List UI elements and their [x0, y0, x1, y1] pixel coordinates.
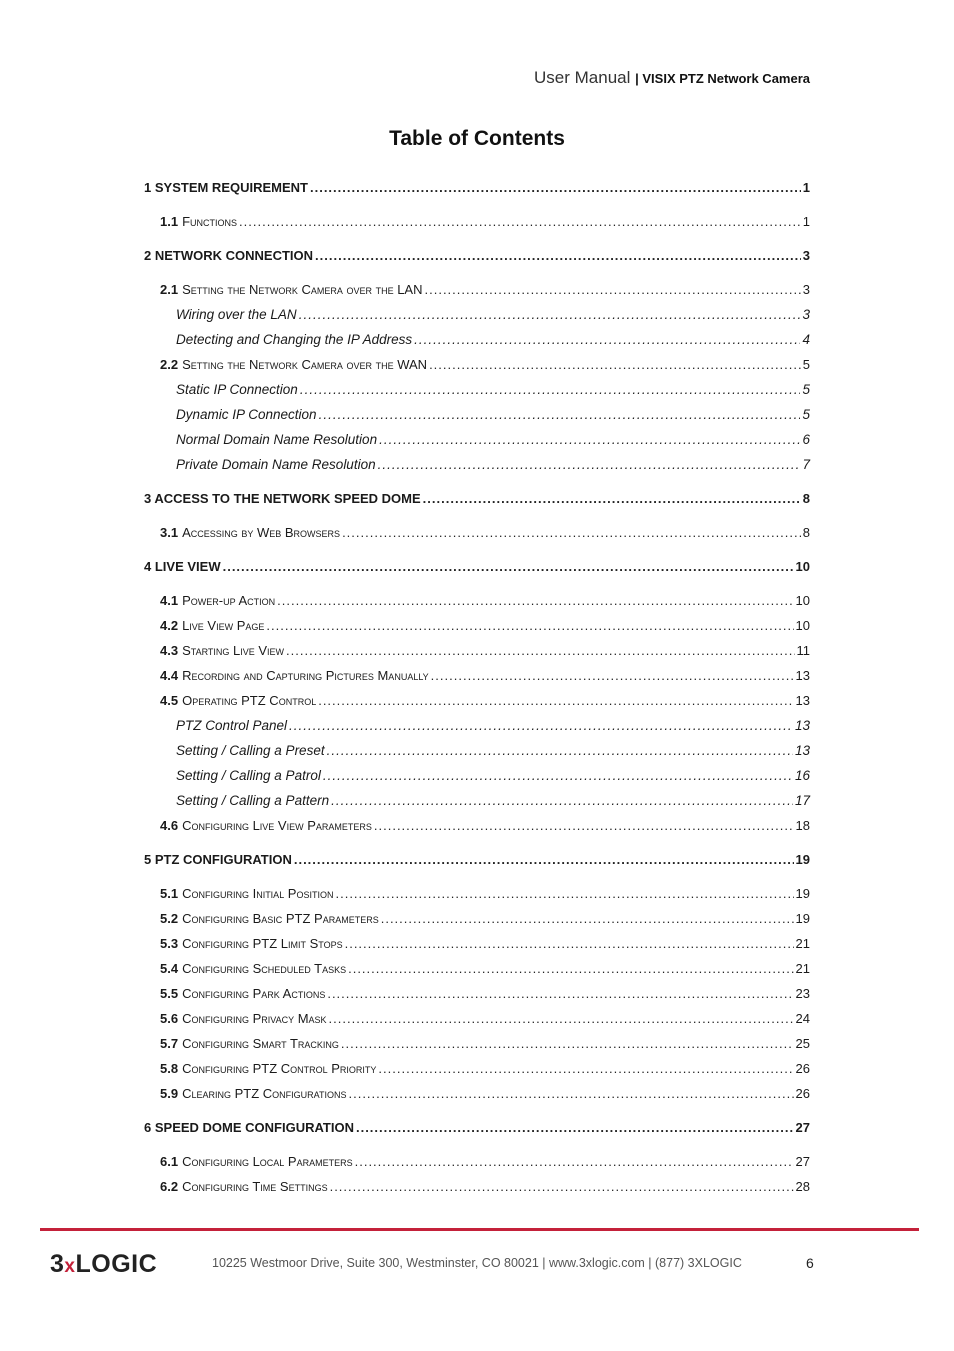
toc-entry-section[interactable] [144, 959, 810, 984]
footer-divider [40, 1228, 919, 1231]
toc-entry-number: 5.7 [160, 1036, 179, 1051]
toc-entry-page: 13 [795, 668, 810, 683]
toc-entry-page: 26 [795, 1086, 810, 1101]
toc-entry-title: Detecting and Changing the IP Address [176, 332, 413, 347]
toc-leader-dots [429, 355, 801, 375]
toc-entry-label [144, 557, 221, 577]
toc-entry-label [160, 934, 343, 954]
toc-entry-sub[interactable] [144, 330, 810, 355]
toc-entry-title: Configuring Park Actions [182, 986, 326, 1001]
toc-entry-chapter[interactable] [144, 557, 810, 582]
toc-entry-label [160, 691, 316, 711]
toc-entry-label [176, 305, 297, 325]
toc-entry-section[interactable] [144, 1177, 810, 1202]
toc-entry-chapter[interactable] [144, 1118, 810, 1143]
toc-entry-page: 1 [802, 180, 810, 195]
toc-leader-dots [310, 178, 801, 198]
toc-entry-number: 6.1 [160, 1154, 179, 1169]
logo-x: x [64, 1256, 76, 1277]
toc-leader-dots [289, 716, 793, 736]
toc-leader-dots [327, 984, 793, 1004]
toc-entry-title: ACCESS TO THE NETWORK SPEED DOME [154, 491, 421, 506]
toc-entry-title: Operating PTZ Control [182, 693, 317, 708]
toc-entry-number: 5.9 [160, 1086, 179, 1101]
toc-entry-title: Configuring Live View Parameters [182, 818, 372, 833]
toc-entry-page: 19 [795, 886, 810, 901]
toc-entry-number: 1 [144, 180, 152, 195]
toc-entry-title: Configuring Time Settings [182, 1179, 328, 1194]
toc-entry-page: 19 [795, 852, 810, 867]
toc-entry-title: Configuring Basic PTZ Parameters [182, 911, 379, 926]
toc-entry-number: 5.6 [160, 1011, 179, 1026]
toc-entry-section[interactable] [144, 909, 810, 934]
toc-entry-title: Dynamic IP Connection [176, 407, 317, 422]
header-product-label: | VISIX PTZ Network Camera [635, 71, 810, 86]
toc-entry-page: 24 [795, 1011, 810, 1026]
toc-entry-page: 3 [802, 307, 810, 322]
header-manual-label: User Manual [534, 68, 631, 87]
toc-entry-number: 5.8 [160, 1061, 179, 1076]
toc-entry-chapter[interactable] [144, 178, 810, 203]
toc-leader-dots [327, 741, 793, 761]
toc-leader-dots [266, 616, 793, 636]
toc-entry-label [160, 212, 237, 232]
toc-entry-title: Private Domain Name Resolution [176, 457, 376, 472]
toc-leader-dots [330, 1177, 794, 1197]
toc-leader-dots [294, 850, 794, 870]
toc-entry-page: 27 [795, 1154, 810, 1169]
toc-leader-dots [335, 884, 793, 904]
toc-entry-title: Accessing by Web Browsers [182, 525, 341, 540]
toc-entry-number: 6 [144, 1120, 152, 1135]
toc-entry-number: 2.2 [160, 357, 179, 372]
toc-leader-dots [286, 641, 794, 661]
toc-leader-dots [423, 489, 801, 509]
toc-entry-title: Configuring Initial Position [182, 886, 334, 901]
toc-entry-sub[interactable] [144, 430, 810, 455]
toc-entry-title: LIVE VIEW [154, 559, 221, 574]
toc-entry-label [176, 455, 376, 475]
company-logo [50, 1250, 157, 1279]
toc-entry-section[interactable] [144, 1059, 810, 1084]
toc-entry-title: Setting the Network Camera over the LAN [182, 282, 423, 297]
toc-entry-section[interactable] [144, 355, 810, 380]
toc-entry-page: 17 [794, 793, 810, 808]
toc-leader-dots [378, 1059, 793, 1079]
toc-entry-label [160, 984, 325, 1004]
toc-entry-label [144, 246, 313, 266]
toc-entry-section[interactable] [144, 641, 810, 666]
toc-entry-number: 5.5 [160, 986, 179, 1001]
toc-entry-number: 5.2 [160, 911, 179, 926]
toc-leader-dots [381, 909, 794, 929]
toc-entry-chapter[interactable] [144, 246, 810, 271]
toc-entry-number: 6.2 [160, 1179, 179, 1194]
toc-entry-number: 4.5 [160, 693, 179, 708]
toc-entry-number: 1.1 [160, 214, 179, 229]
toc-entry-number: 4.3 [160, 643, 179, 658]
toc-entry-section[interactable] [144, 212, 810, 237]
toc-leader-dots [355, 1152, 794, 1172]
toc-entry-title: SYSTEM REQUIREMENT [154, 180, 308, 195]
toc-entry-title: Configuring Privacy Mask [182, 1011, 327, 1026]
toc-entry-title: Normal Domain Name Resolution [176, 432, 378, 447]
toc-entry-section[interactable] [144, 1084, 810, 1109]
toc-entry-section[interactable] [144, 1152, 810, 1177]
toc-entry-page: 10 [795, 593, 810, 608]
toc-entry-label [176, 330, 412, 350]
toc-entry-number: 5.3 [160, 936, 179, 951]
toc-leader-dots [315, 246, 801, 266]
toc-entry-sub[interactable] [144, 766, 810, 791]
toc-entry-section[interactable] [144, 691, 810, 716]
toc-entry-page: 8 [802, 491, 810, 506]
toc-leader-dots [374, 816, 794, 836]
toc-entry-page: 13 [794, 743, 810, 758]
toc-leader-dots [345, 934, 794, 954]
toc-leader-dots [342, 523, 801, 543]
footer-address: 10225 Westmoor Drive, Suite 300, Westminster, CO 80021 | www.3xlogic.com | (877) 3XLOGIC [212, 1256, 742, 1270]
toc-entry-sub[interactable] [144, 716, 810, 741]
toc-entry-label [160, 1059, 376, 1079]
toc-entry-label [176, 380, 298, 400]
toc-entry-page: 26 [795, 1061, 810, 1076]
toc-entry-number: 3 [144, 491, 152, 506]
toc-leader-dots [318, 691, 793, 711]
toc-leader-dots [341, 1034, 794, 1054]
toc-entry-page: 23 [795, 986, 810, 1001]
toc-leader-dots [300, 380, 801, 400]
toc-entry-title: Live View Page [182, 618, 265, 633]
toc-entry-label [144, 1118, 354, 1138]
toc-entry-label [144, 178, 308, 198]
toc-entry-sub[interactable] [144, 305, 810, 330]
toc-entry-page: 13 [794, 718, 810, 733]
toc-leader-dots [348, 959, 793, 979]
toc-entry-label [160, 909, 379, 929]
toc-entry-number: 4.6 [160, 818, 179, 833]
toc-entry-page: 5 [802, 407, 810, 422]
toc-entry-section[interactable] [144, 884, 810, 909]
toc-entry-number: 4.4 [160, 668, 179, 683]
toc-entry-label [160, 959, 346, 979]
toc-entry-label [160, 1009, 327, 1029]
toc-leader-dots [379, 430, 800, 450]
table-of-contents [144, 178, 810, 1202]
toc-entry-page: 10 [795, 559, 810, 574]
toc-entry-label [160, 1152, 353, 1172]
toc-entry-section[interactable] [144, 1034, 810, 1059]
toc-entry-page: 19 [795, 911, 810, 926]
toc-entry-page: 7 [802, 457, 810, 472]
toc-entry-label [160, 1177, 328, 1197]
toc-entry-sub[interactable] [144, 455, 810, 480]
toc-entry-page: 27 [795, 1120, 810, 1135]
toc-entry-label [176, 716, 287, 736]
toc-entry-title: PTZ Control Panel [176, 718, 288, 733]
toc-entry-title: Setting the Network Camera over the WAN [182, 357, 428, 372]
toc-entry-label [176, 766, 321, 786]
toc-leader-dots [356, 1118, 794, 1138]
toc-entry-section[interactable] [144, 591, 810, 616]
toc-entry-page: 10 [795, 618, 810, 633]
toc-entry-page: 28 [795, 1179, 810, 1194]
toc-entry-section[interactable] [144, 984, 810, 1009]
toc-entry-section[interactable] [144, 666, 810, 691]
toc-entry-section[interactable] [144, 934, 810, 959]
toc-entry-page: 4 [802, 332, 810, 347]
toc-entry-label [144, 850, 292, 870]
toc-leader-dots [299, 305, 801, 325]
logo-suffix: LOGIC [75, 1250, 158, 1278]
toc-entry-page: 13 [795, 693, 810, 708]
toc-entry-title: Configuring Smart Tracking [182, 1036, 339, 1051]
toc-leader-dots [277, 591, 793, 611]
toc-entry-label [160, 616, 264, 636]
toc-entry-label [160, 666, 429, 686]
toc-leader-dots [378, 455, 801, 475]
toc-leader-dots [331, 791, 793, 811]
toc-entry-section[interactable] [144, 816, 810, 841]
toc-entry-number: 3.1 [160, 525, 179, 540]
toc-entry-title: PTZ CONFIGURATION [154, 852, 292, 867]
toc-leader-dots [425, 280, 801, 300]
toc-entry-label [160, 523, 340, 543]
toc-entry-sub[interactable] [144, 791, 810, 816]
toc-entry-page: 3 [802, 282, 810, 297]
page-number: 6 [806, 1255, 814, 1271]
toc-entry-number: 4.2 [160, 618, 179, 633]
toc-entry-title: Configuring Scheduled Tasks [182, 961, 347, 976]
toc-entry-number: 5 [144, 852, 152, 867]
toc-entry-number: 2.1 [160, 282, 179, 297]
toc-entry-title: Clearing PTZ Configurations [182, 1086, 347, 1101]
toc-leader-dots [431, 666, 794, 686]
toc-entry-page: 25 [795, 1036, 810, 1051]
toc-entry-page: 1 [802, 214, 810, 229]
toc-entry-section[interactable] [144, 1009, 810, 1034]
toc-leader-dots [348, 1084, 793, 1104]
toc-entry-title: Static IP Connection [176, 382, 298, 397]
toc-entry-title: Setting / Calling a Patrol [176, 768, 321, 783]
toc-entry-label [160, 816, 372, 836]
toc-leader-dots [323, 766, 793, 786]
toc-leader-dots [329, 1009, 794, 1029]
toc-entry-label [160, 1034, 339, 1054]
toc-entry-title: Setting / Calling a Preset [176, 743, 325, 758]
toc-entry-label [176, 791, 329, 811]
toc-entry-label [160, 591, 275, 611]
toc-entry-title: Configuring PTZ Control Priority [182, 1061, 377, 1076]
toc-entry-sub[interactable] [144, 741, 810, 766]
toc-entry-page: 8 [802, 525, 810, 540]
toc-entry-label [176, 430, 377, 450]
toc-entry-number: 4.1 [160, 593, 179, 608]
page-header [534, 68, 810, 88]
toc-entry-page: 5 [802, 357, 810, 372]
page-title: Table of Contents [389, 127, 565, 150]
toc-leader-dots [414, 330, 800, 350]
toc-entry-sub[interactable] [144, 405, 810, 430]
logo-prefix: 3 [50, 1250, 65, 1278]
toc-entry-title: Functions [182, 214, 238, 229]
toc-entry-title: Starting Live View [182, 643, 285, 658]
toc-leader-dots [319, 405, 801, 425]
toc-entry-section[interactable] [144, 280, 810, 305]
toc-entry-page: 5 [802, 382, 810, 397]
toc-entry-label [176, 405, 317, 425]
toc-entry-label [176, 741, 325, 761]
toc-entry-title: Setting / Calling a Pattern [176, 793, 330, 808]
toc-entry-page: 18 [795, 818, 810, 833]
toc-entry-page: 3 [802, 248, 810, 263]
toc-entry-number: 2 [144, 248, 152, 263]
toc-entry-number: 5.4 [160, 961, 179, 976]
toc-entry-title: Configuring PTZ Limit Stops [182, 936, 343, 951]
toc-entry-label [160, 1084, 346, 1104]
toc-entry-number: 4 [144, 559, 152, 574]
toc-entry-chapter[interactable] [144, 489, 810, 514]
toc-entry-title: Wiring over the LAN [176, 307, 297, 322]
toc-entry-label [160, 884, 333, 904]
toc-entry-title: NETWORK CONNECTION [154, 248, 314, 263]
toc-entry-page: 16 [794, 768, 810, 783]
toc-entry-label [160, 641, 284, 661]
toc-entry-page: 21 [795, 936, 810, 951]
toc-entry-title: Power-up Action [182, 593, 276, 608]
toc-entry-section[interactable] [144, 616, 810, 641]
toc-entry-page: 6 [802, 432, 810, 447]
toc-leader-dots [239, 212, 801, 232]
toc-entry-chapter[interactable] [144, 850, 810, 875]
toc-entry-title: SPEED DOME CONFIGURATION [154, 1120, 354, 1135]
toc-entry-sub[interactable] [144, 380, 810, 405]
toc-entry-title: Recording and Capturing Pictures Manually [182, 668, 429, 683]
toc-entry-title: Configuring Local Parameters [182, 1154, 353, 1169]
toc-entry-label [160, 355, 427, 375]
toc-leader-dots [223, 557, 794, 577]
toc-entry-number: 5.1 [160, 886, 179, 901]
toc-entry-label [144, 489, 421, 509]
toc-entry-page: 11 [796, 643, 810, 658]
toc-entry-label [160, 280, 423, 300]
toc-entry-section[interactable] [144, 523, 810, 548]
toc-entry-page: 21 [795, 961, 810, 976]
